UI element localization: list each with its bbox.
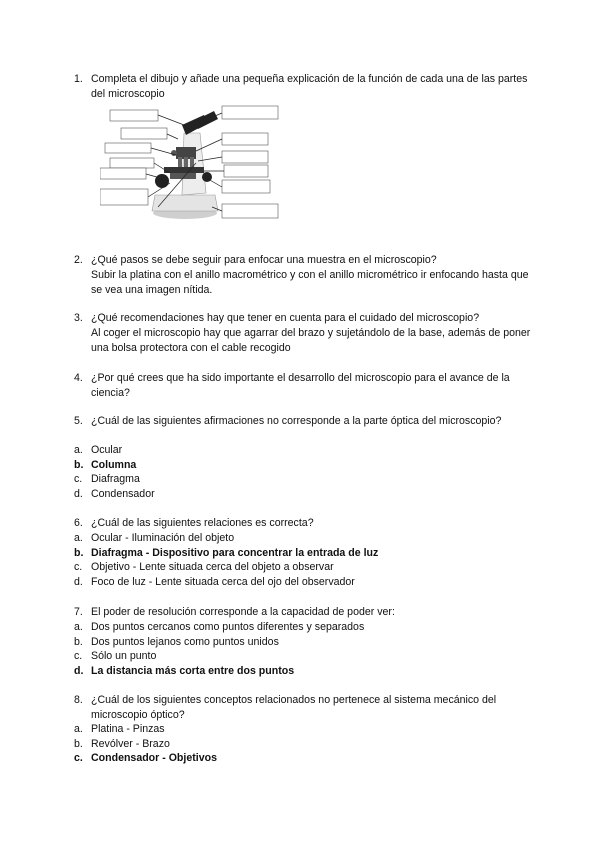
label-box[interactable] — [121, 128, 167, 139]
answer-text: Al coger el microscopio hay que agarrar del brazo y sujetándolo de la base, además de poner una bolsa protectora con el cable recogido — [91, 327, 531, 354]
option-letter: d. — [74, 575, 83, 588]
option-letter: b. — [74, 737, 83, 750]
question-8 — [74, 693, 531, 723]
option-text: Columna — [91, 458, 137, 471]
option-letter: c. — [74, 473, 83, 486]
label-box[interactable] — [110, 158, 154, 168]
label-box[interactable] — [105, 143, 151, 153]
question-number: 7. — [74, 606, 83, 618]
options-list — [74, 620, 514, 678]
option-letter: a. — [74, 621, 83, 633]
option-letter: d. — [74, 664, 84, 677]
option-text: Platina - Pinzas — [91, 723, 165, 735]
question-number: 2. — [74, 254, 83, 266]
question-2 — [74, 253, 531, 298]
option-text: Condensador - Objetivos — [91, 752, 217, 765]
question-5 — [74, 414, 531, 429]
option-a[interactable] — [74, 722, 514, 737]
question-text: ¿Qué recomendaciones hay que tener en cuenta para el cuidado del microscopio? — [91, 312, 480, 324]
option-b[interactable] — [74, 458, 514, 473]
option-text: Diafragma - Dispositivo para concentrar la entrada de luz — [91, 546, 379, 559]
question-text: ¿Cuál de las siguientes relaciones es correcta? — [91, 517, 314, 529]
option-letter: b. — [74, 458, 84, 471]
option-letter: c. — [74, 561, 83, 574]
question-number: 6. — [74, 517, 83, 529]
label-box[interactable] — [224, 165, 268, 177]
option-c[interactable] — [74, 560, 534, 575]
question-4 — [74, 371, 531, 401]
microscope-diagram — [100, 103, 280, 225]
option-b[interactable] — [74, 546, 534, 561]
question-text: Completa el dibujo y añade una pequeña explicación de la función de cada una de las partes del microscopio — [91, 73, 528, 100]
option-text: Objetivo - Lente situada cerca del objeto a observar — [91, 561, 334, 574]
option-text: Ocular — [91, 444, 123, 456]
option-text: Foco de luz - Lente situada cerca del ojo del observador — [91, 575, 355, 588]
option-letter: c. — [74, 650, 83, 663]
label-box[interactable] — [222, 151, 268, 163]
option-text: Dos puntos lejanos como puntos unidos — [91, 635, 279, 648]
options-list — [74, 722, 514, 766]
question-6 — [74, 516, 531, 531]
option-a[interactable] — [74, 531, 534, 546]
question-text: ¿Qué pasos se debe seguir para enfocar una muestra en el microscopio? — [91, 254, 437, 266]
microscope-illustration — [100, 103, 280, 225]
option-a[interactable] — [74, 620, 514, 635]
label-box[interactable] — [222, 133, 268, 145]
option-letter: d. — [74, 487, 83, 500]
option-d[interactable] — [74, 575, 534, 590]
question-number: 5. — [74, 415, 83, 427]
option-text: Diafragma — [91, 473, 140, 486]
option-b[interactable] — [74, 737, 514, 752]
option-letter: c. — [74, 752, 83, 765]
option-text: Ocular - Iluminación del objeto — [91, 532, 235, 544]
option-c[interactable] — [74, 649, 514, 664]
option-letter: a. — [74, 532, 83, 544]
question-text: ¿Cuál de las siguientes afirmaciones no corresponde a la parte óptica del microscopio? — [91, 415, 502, 427]
question-text: ¿Por qué crees que ha sido importante el desarrollo del microscopio para el avance de la ciencia? — [91, 372, 510, 399]
question-3 — [74, 311, 531, 356]
option-letter: a. — [74, 723, 83, 735]
label-box[interactable] — [100, 168, 146, 179]
option-a[interactable] — [74, 443, 514, 458]
option-text: Revólver - Brazo — [91, 737, 170, 750]
option-c[interactable] — [74, 472, 514, 487]
options-list — [74, 443, 514, 501]
option-text: Dos puntos cercanos como puntos diferentes y separados — [91, 621, 365, 633]
question-text: El poder de resolución corresponde a la capacidad de poder ver: — [91, 606, 395, 618]
answer-text: Subir la platina con el anillo macrométrico y con el anillo micrométrico ir enfocando hasta que se vea una imagen nítida. — [91, 269, 529, 296]
question-number: 4. — [74, 372, 83, 384]
label-box[interactable] — [110, 110, 158, 121]
label-box[interactable] — [222, 106, 278, 119]
option-c[interactable] — [74, 751, 514, 766]
option-letter: a. — [74, 444, 83, 456]
label-box[interactable] — [100, 189, 148, 205]
option-d[interactable] — [74, 487, 514, 502]
option-text: Condensador — [91, 487, 155, 500]
option-d[interactable] — [74, 664, 514, 679]
question-number: 8. — [74, 694, 83, 706]
question-7 — [74, 605, 531, 620]
option-text: Sólo un punto — [91, 650, 157, 663]
question-number: 1. — [74, 73, 83, 85]
option-letter: b. — [74, 546, 84, 559]
label-box[interactable] — [222, 180, 270, 193]
option-b[interactable] — [74, 635, 514, 650]
question-1 — [74, 72, 531, 102]
option-text: La distancia más corta entre dos puntos — [91, 664, 295, 677]
question-number: 3. — [74, 312, 83, 324]
options-list — [74, 531, 534, 589]
option-letter: b. — [74, 635, 83, 648]
question-text: ¿Cuál de los siguientes conceptos relacionados no pertenece al sistema mecánico del microscopio óptico? — [91, 694, 497, 721]
label-box[interactable] — [222, 204, 278, 218]
